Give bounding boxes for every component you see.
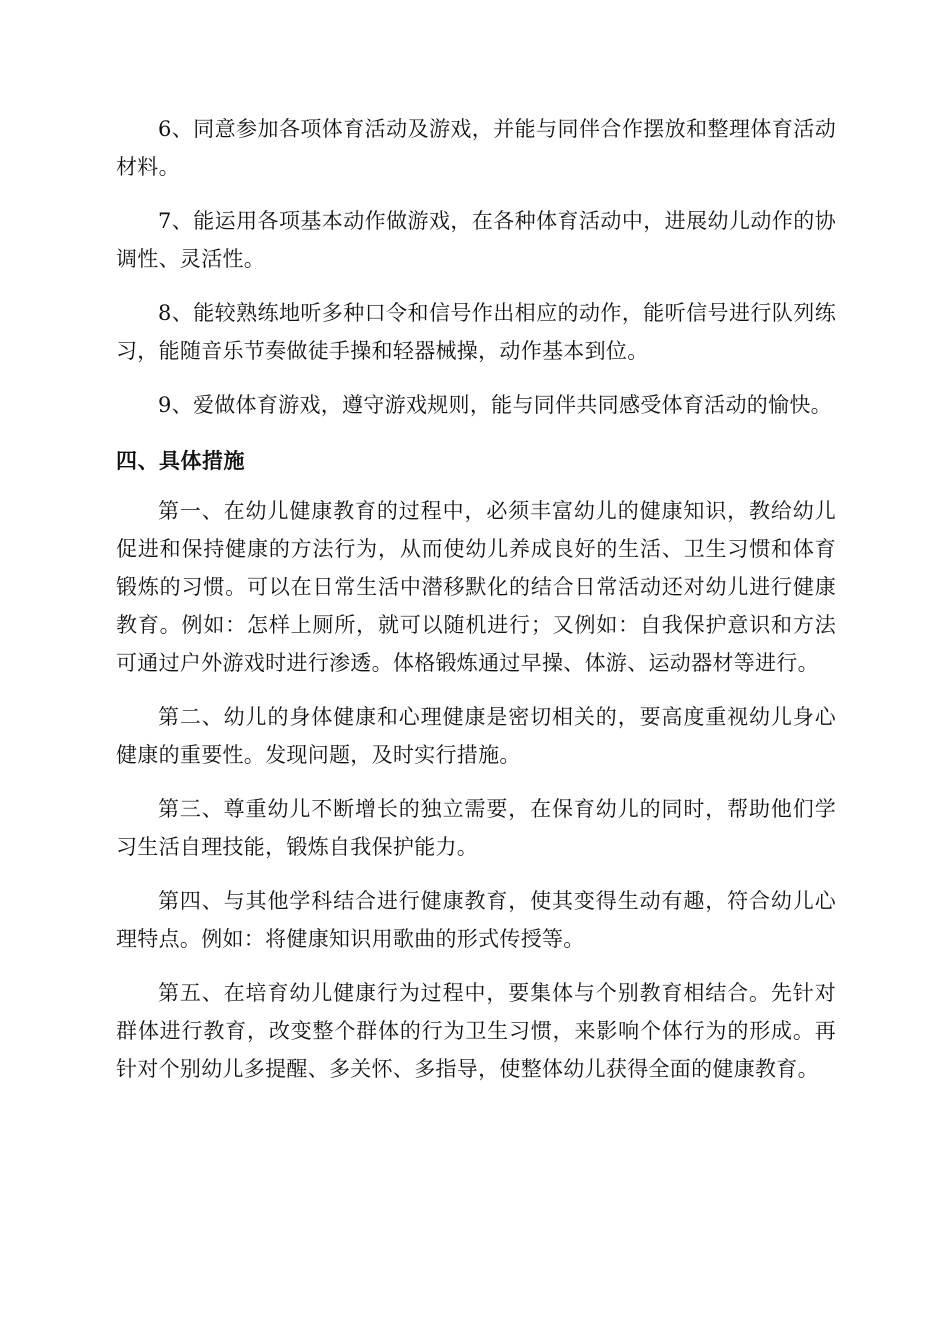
measure-paragraph-2: 第二、幼儿的身体健康和心理健康是密切相关的，要高度重视幼儿身心健康的重要性。发现问题，及时实行措施。: [116, 705, 836, 767]
measure-paragraph-1: 第一、在幼儿健康教育的过程中，必须丰富幼儿的健康知识，教给幼儿促进和保持健康的方法行为，从而使幼儿养成良好的生活、卫生习惯和体育锻炼的习惯。可以在日常生活中潜移默化的结合日常活动还对幼儿进行健康教育。例如：怎样上厕所，就可以随机进行；又例如：自我保护意识和方法可通过户外游戏时进行渗透。体格锻炼通过早操、体游、运动器材等进行。: [116, 499, 836, 675]
goal-item-6: 6、同意参加各项体育活动及游戏，并能与同伴合作摆放和整理体育活动材料。: [116, 117, 836, 179]
goal-item-8: 8、能较熟练地听多种口令和信号作出相应的动作，能听信号进行队列练习，能随音乐节奏做徒手操和轻器械操，动作基本到位。: [116, 301, 836, 363]
document-page: [116, 110, 836, 1104]
goal-item-9: 9、爱做体育游戏，遵守游戏规则，能与同伴共同感受体育活动的愉快。: [158, 393, 832, 417]
section-heading: 四、具体措施: [116, 449, 245, 473]
goal-item-7: 7、能运用各项基本动作做游戏，在各种体育活动中，进展幼儿动作的协调性、灵活性。: [116, 209, 836, 271]
measure-paragraph-3: 第三、尊重幼儿不断增长的独立需要，在保育幼儿的同时，帮助他们学习生活自理技能，锻炼自我保护能力。: [116, 797, 836, 859]
measure-paragraph-4: 第四、与其他学科结合进行健康教育，使其变得生动有趣，符合幼儿心理特点。例如：将健康知识用歌曲的形式传授等。: [116, 889, 836, 951]
measure-paragraph-5: 第五、在培育幼儿健康行为过程中，要集体与个别教育相结合。先针对群体进行教育，改变整个群体的行为卫生习惯，来影响个体行为的形成。再针对个别幼儿多提醒、多关怀、多指导，使整体幼儿获得全面的健康教育。: [116, 981, 836, 1081]
